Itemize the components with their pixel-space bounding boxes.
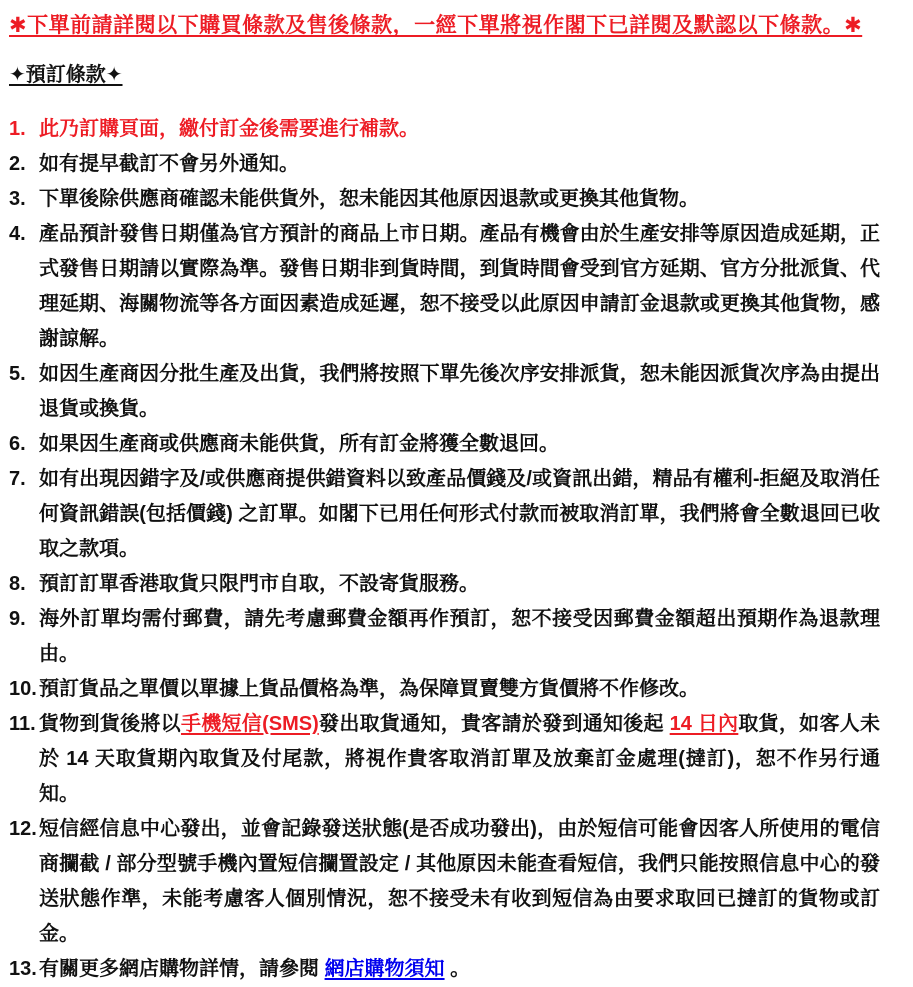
term-item-11 [9, 707, 880, 812]
highlighted-text: 手機短信(SMS) [180, 713, 319, 735]
term-text: 有關更多網店購物詳情，請參閱 [39, 958, 325, 980]
term-text: 此乃訂購頁面，繳付訂金後需要進行補款。 [39, 118, 419, 140]
term-number: 6. [9, 433, 26, 455]
pre-order-notice-banner: ✱下單前請詳閱以下購買條款及售後條款，一經下單將視作閣下已詳閱及默認以下條款。✱ [9, 14, 863, 37]
term-item-6 [9, 427, 880, 462]
term-text: 如有提早截訂不會另外通知。 [39, 153, 299, 175]
term-number: 2. [9, 153, 26, 175]
terms-list [9, 112, 880, 987]
term-item-9 [9, 602, 880, 672]
term-item-5 [9, 357, 880, 427]
term-text: 如有出現因錯字及/或供應商提供錯資料以致產品價錢及/或資訊出錯，精品有權利-拒絕及取消任何資訊錯誤(包括價錢) 之訂單。如閣下已用任何形式付款而被取消訂單，我們將會全數退回已收取之款項。 [39, 468, 880, 560]
term-item-12 [9, 812, 880, 952]
term-text: 。 [444, 958, 471, 980]
term-text: 產品預計發售日期僅為官方預計的商品上市日期。產品有機會由於生產安排等原因造成延期，正式發售日期請以實際為準。發售日期非到貨時間，到貨時間會受到官方延期、官方分批派貨、代理延期、海關物流等各方面因素造成延遲，恕不接受以此原因申請訂金退款或更換其他貨物，感謝諒解。 [39, 223, 880, 350]
highlighted-text: 14 日內 [669, 713, 739, 735]
term-text: 如果因生產商或供應商未能供貨，所有訂金將獲全數退回。 [39, 433, 559, 455]
term-item-7 [9, 462, 880, 567]
term-number: 3. [9, 188, 26, 210]
term-number: 12. [9, 818, 37, 840]
term-text: 貨物到貨後將以 [39, 713, 181, 735]
term-number: 9. [9, 608, 26, 630]
term-text: 預訂貨品之單價以單據上貨品價格為準，為保障買賣雙方貨價將不作修改。 [39, 678, 699, 700]
term-number: 13. [9, 958, 37, 980]
term-text: 短信經信息中心發出，並會記錄發送狀態(是否成功發出)，由於短信可能會因客人所使用的電信商攔截 / 部分型號手機內置短信攔置設定 / 其他原因未能查看短信，我們只能按照信息中心的發送狀態作準，未能考慮客人個別情況，恕不接受未有收到短信為由要求取回已撻訂的貨物或訂金。 [39, 818, 880, 945]
term-text: 預訂訂單香港取貨只限門市自取，不設寄貨服務。 [39, 573, 479, 595]
term-text: 發出取貨通知，貴客請於發到通知後起 [318, 713, 670, 735]
term-number: 4. [9, 223, 26, 245]
term-item-13 [9, 952, 880, 987]
term-text: 取貨，如客人未於 14 天取貨期內取貨及付尾款，將視作貴客取消訂單及放棄訂金處理(撻訂)，恕不作另行通知。 [39, 713, 881, 805]
term-text: 海外訂單均需付郵費，請先考慮郵費金額再作預訂，恕不接受因郵費金額超出預期作為退款理由。 [39, 608, 880, 665]
section-title: ✦預訂條款✦ [9, 64, 123, 86]
term-number: 10. [9, 678, 37, 700]
term-item-4 [9, 217, 880, 357]
term-number: 5. [9, 363, 26, 385]
term-number: 1. [9, 118, 26, 140]
term-number: 7. [9, 468, 26, 490]
term-number: 11. [9, 713, 36, 735]
term-item-10 [9, 672, 880, 707]
term-text: 如因生產商因分批生產及出貨，我們將按照下單先後次序安排派貨，恕未能因派貨次序為由提出退貨或換貨。 [39, 363, 880, 420]
term-number: 8. [9, 573, 26, 595]
term-item-1 [9, 112, 880, 147]
term-item-2 [9, 147, 880, 182]
shop-guide-link[interactable]: 網店購物須知 [324, 958, 445, 980]
term-item-3 [9, 182, 880, 217]
term-item-8 [9, 567, 880, 602]
term-text: 下單後除供應商確認未能供貨外，恕未能因其他原因退款或更換其他貨物。 [39, 188, 699, 210]
